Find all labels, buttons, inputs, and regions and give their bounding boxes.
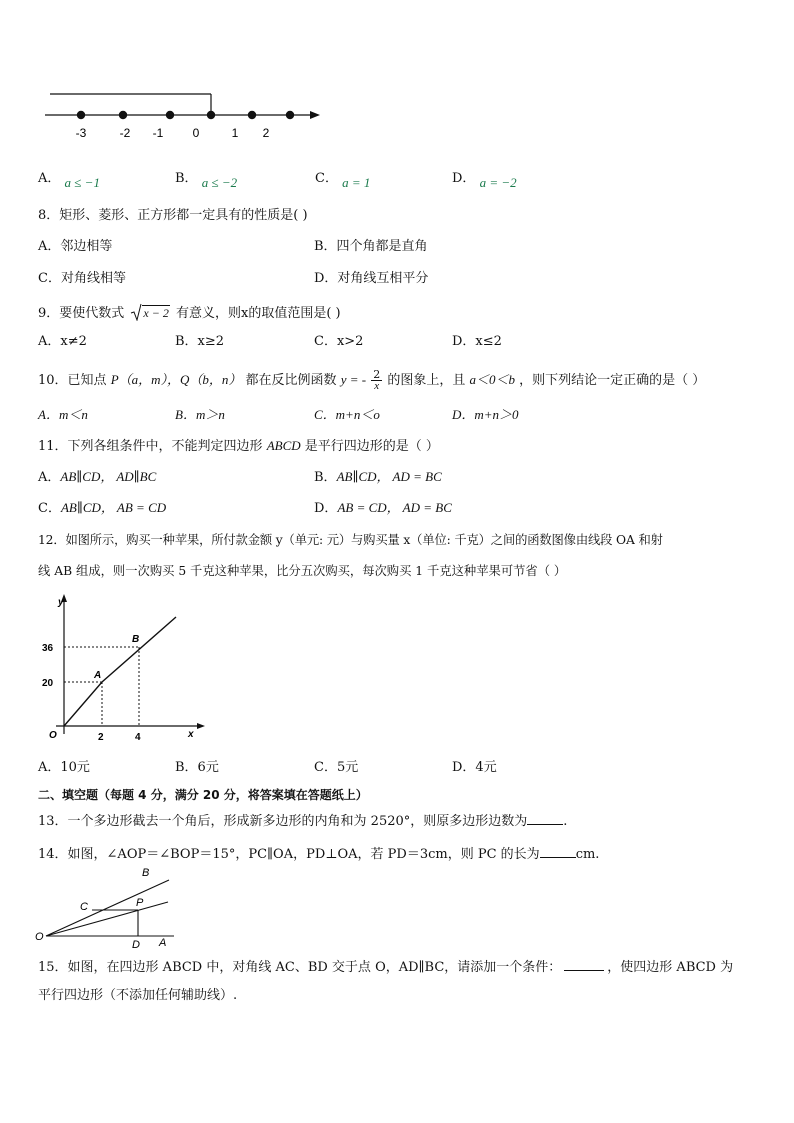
q12-option-a[interactable]: A．10元 (38, 760, 90, 775)
option-letter: A． (38, 171, 61, 186)
q8-option-d[interactable]: D．对角线互相平分 (314, 271, 429, 286)
tick-label: 0 (192, 126, 200, 140)
q15-stem-before: 15．如图，在四边形 ABCD 中，对角线 AC、BD 交于点 O，AD∥BC，请添加一个条件： (38, 960, 562, 975)
q11-stem-after: 是平行四边形的是（ ） (304, 439, 439, 454)
q10-function-lhs: y = - (340, 372, 367, 387)
tick-dot (248, 111, 256, 119)
q9-option-d[interactable]: D．x≤2 (452, 334, 502, 349)
q7-option-b[interactable] (175, 170, 238, 190)
q9-option-c[interactable]: C．x>2 (314, 334, 364, 349)
label-d: D (132, 939, 140, 951)
x-label: x (188, 729, 194, 740)
answer-blank[interactable] (564, 958, 604, 971)
q10-option-a[interactable]: A．m＜n (38, 407, 88, 422)
label-b: B (142, 867, 150, 879)
q12-option-d[interactable]: D．4元 (452, 760, 497, 775)
q10-option-b[interactable]: B．m＞n (175, 407, 225, 422)
origin-label: O (49, 730, 57, 741)
option-expr: a = −2 (479, 175, 517, 190)
q7-option-d[interactable] (452, 170, 517, 190)
segment-oa-ray-ab (64, 617, 176, 726)
sqrt-radicand: x − 2 (143, 306, 169, 320)
option-expr: a = 1 (342, 175, 371, 190)
q10-fraction (371, 369, 382, 392)
q11-option-d[interactable] (314, 500, 452, 517)
tick-dot (77, 111, 85, 119)
q11-option-c[interactable] (38, 500, 166, 517)
q13-stem-after: . (563, 814, 568, 829)
label-c: C (80, 901, 88, 913)
q14-figure (32, 862, 182, 952)
ray-ob (46, 880, 169, 936)
q9-option-a[interactable]: A．x≠2 (38, 334, 87, 349)
tick-label: 1 (231, 126, 239, 140)
label-a: A (159, 937, 167, 949)
q11-option-a[interactable] (38, 469, 156, 486)
q11-stem (38, 438, 439, 455)
q13-stem-before: 13．一个多边形截去一个角后，形成新多边形的内角和为 2520°，则原多边形边数为 (38, 814, 528, 829)
q10-condition: a＜0＜b (469, 372, 516, 387)
q12-option-b[interactable]: B．6元 (175, 760, 219, 775)
section-title: 二、填空题（每题 4 分，满分 20 分，将答案填在答题纸上） (38, 788, 368, 802)
x-axis-arrow-icon (197, 723, 205, 729)
q10-points: P（a，m），Q（b，n） (110, 372, 242, 387)
option-letter: B． (175, 171, 198, 186)
y-tick-36: 36 (42, 643, 54, 654)
tick-dot (207, 111, 215, 119)
tick-label: 2 (262, 126, 270, 140)
x-tick-2: 2 (98, 732, 104, 743)
q14-stem-before: 14．如图，∠AOP＝∠BOP＝15°，PC∥OA，PD⊥OA，若 PD＝3cm，则 PC 的长为 (38, 847, 540, 862)
option-expr: AB∥CD， AD = BC (336, 469, 442, 484)
answer-blank[interactable] (527, 812, 563, 825)
q9-option-b[interactable]: B．x≥2 (175, 334, 225, 349)
tick-dot (286, 111, 294, 119)
q9-stem-before: 9．要使代数式 (38, 306, 125, 321)
q10-stem-part1: 10．已知点 (38, 373, 107, 388)
tick-label: -3 (75, 126, 87, 140)
option-letter: B． (314, 470, 337, 485)
option-letter: D． (314, 501, 338, 516)
answer-blank[interactable] (540, 845, 576, 858)
option-expr: a ≤ −2 (201, 175, 238, 190)
q15-stem-line2: 平行四边形（不添加任何辅助线）. (38, 988, 238, 1003)
tick-label: -1 (152, 126, 164, 140)
q10-stem-part3: 都在反比例函数 (245, 373, 337, 388)
q12-stem-line1: 12．如图所示，购买一种苹果，所付款金额 y（单元: 元）与购买量 x（单位: 千克）之间的函数图像由线段 OA 和射 (38, 533, 663, 547)
option-letter: D． (452, 171, 476, 186)
q12-stem-line2: 线 AB 组成，则一次购买 5 千克这种苹果，比分五次购买，每次购买 1 千克这种苹果可节省（ ） (38, 564, 567, 578)
sqrt-expression (130, 303, 169, 322)
option-letter: C． (315, 171, 338, 186)
option-expr: AB∥CD， AD∥BC (60, 469, 157, 484)
q7-option-c[interactable] (315, 170, 371, 190)
sqrt-icon (130, 303, 142, 321)
q10-option-c[interactable]: C．m+n＜o (314, 407, 380, 422)
q14-stem-after: cm. (575, 847, 600, 862)
q8-option-c[interactable]: C．对角线相等 (38, 271, 126, 286)
q10-stem-part5: ，则下列结论一定正确的是（ ） (519, 373, 706, 388)
tick-label: -2 (119, 126, 131, 140)
fraction-numerator: 2 (373, 368, 381, 381)
q8-option-a[interactable]: A．邻边相等 (38, 239, 113, 254)
q8-option-b[interactable]: B．四个角都是直角 (314, 239, 428, 254)
q12-graph (36, 592, 216, 747)
tick-dot (166, 111, 174, 119)
option-expr: AB∥CD， AB = CD (60, 500, 167, 515)
option-letter: A． (38, 470, 61, 485)
label-o: O (35, 931, 44, 943)
label-p: P (136, 897, 144, 909)
q15-stem-after: ，使四边形 ABCD 为 (607, 960, 734, 975)
q10-stem-part4: 的图象上，且 (387, 373, 466, 388)
option-letter: C． (38, 501, 61, 516)
tick-dot (119, 111, 127, 119)
q9-stem-after: 有意义，则x的取值范围是( ) (176, 306, 341, 321)
q11-option-b[interactable] (314, 469, 442, 486)
q15-stem-line1 (38, 958, 733, 976)
q9-stem (38, 303, 341, 322)
point-b-label: B (132, 634, 140, 645)
q10-option-d[interactable]: D．m+n＞0 (452, 407, 519, 422)
q11-stem-math: ABCD (266, 438, 301, 453)
q8-stem: 8．矩形、菱形、正方形都一定具有的性质是( ) (38, 208, 308, 223)
number-line-figure (40, 85, 330, 145)
q10-stem (38, 369, 705, 392)
q13-stem (38, 812, 567, 830)
ray-op (46, 902, 168, 936)
option-expr: AB = CD， AD = BC (337, 500, 452, 515)
q11-stem-before: 11．下列各组条件中，不能判定四边形 (38, 439, 263, 454)
fraction-denominator: x (374, 380, 380, 392)
q7-option-a[interactable] (38, 170, 100, 190)
option-expr: a ≤ −1 (64, 175, 100, 190)
y-label: y (58, 597, 64, 608)
q12-option-c[interactable]: C．5元 (314, 760, 359, 775)
q14-stem (38, 845, 599, 863)
x-tick-4: 4 (135, 732, 141, 743)
point-a-label: A (94, 670, 102, 681)
y-tick-20: 20 (42, 678, 54, 689)
number-line-arrow-icon (310, 111, 320, 119)
